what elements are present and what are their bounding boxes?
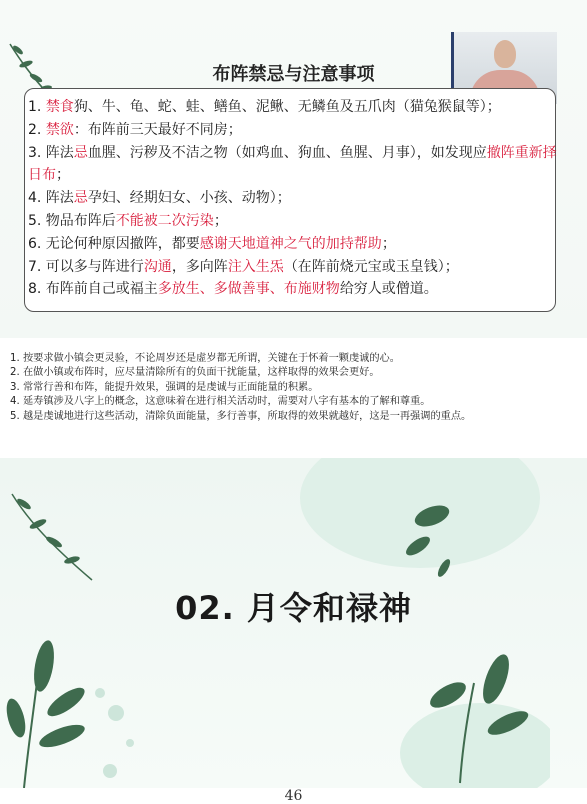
rule-text: 4. 阵法: [28, 190, 74, 207]
leaf-sprig-icon: [8, 484, 98, 584]
rule-item: [28, 210, 568, 233]
note-item: 5. 越是虔诚地进行这些活动，清除负面能量，多行善事，所取得的效果就越好，这是一再强调的重点。: [10, 410, 472, 422]
rule-text: ，多向阵: [171, 258, 228, 275]
rule-text: ；: [213, 212, 228, 229]
rules-list: [28, 96, 568, 301]
rule-text: ；: [381, 235, 396, 252]
rule-text: 2.: [28, 121, 46, 138]
rule-item: [28, 233, 568, 256]
presenter-head: [494, 40, 516, 68]
notes-list: [10, 352, 582, 424]
note-item: 2. 在做小镇或布阵时，应尽量清除所有的负面干扰能量，这样取得的效果会更好。: [10, 367, 380, 379]
rule-text: 6. 无论何种原因撤阵，都要: [28, 235, 200, 252]
note-item: 4. 延寿镇涉及八字上的概念，这意味着在进行相关活动时，需要对八字有基本的了解和尊重。: [10, 396, 431, 408]
rule-item: [28, 96, 568, 119]
rule-highlight: 注入生炁: [227, 258, 284, 275]
rule-highlight: 禁食: [45, 99, 74, 115]
leaves-icon: [392, 498, 462, 588]
note-item: 1. 按要求做小镇会更灵验，不论周岁还是虚岁都无所谓，关键在于怀着一颗虔诚的心。: [10, 353, 400, 364]
rule-text: 7. 可以多与阵进行: [28, 258, 144, 275]
rule-text: 5. 物品布阵后: [28, 212, 116, 229]
rule-highlight: 禁欲: [45, 121, 74, 138]
rule-highlight: 沟通: [143, 258, 172, 275]
rule-highlight: 忌: [73, 144, 88, 161]
rule-text: 狗、牛、龟、蛇、蛙、鳝鱼、泥鳅、无鳞鱼及五爪肉（猫兔猴鼠等）；: [73, 99, 501, 115]
rule-text: ；: [56, 167, 70, 184]
rule-text: （在阵前烧元宝或玉皇钱）；: [283, 258, 459, 275]
slide-2: [0, 458, 587, 788]
rule-highlight: 忌: [73, 190, 88, 207]
slide-title: 布阵禁忌与注意事项: [212, 64, 375, 85]
rule-highlight: 感谢天地道神之气的加持帮助: [199, 235, 382, 252]
rule-text: 给穷人或僧道。: [339, 281, 438, 298]
rule-item: [28, 187, 568, 210]
plant-leaves-icon: [400, 643, 550, 788]
rule-highlight: 多放生、多做善事、布施财物: [157, 281, 340, 298]
note-item: 3. 常常行善和布阵，能提升效果，强调的是虔诚与正面能量的积累。: [10, 381, 319, 393]
page-number: 46: [284, 788, 303, 804]
rule-highlight: 撤阵重新择日布: [28, 144, 557, 184]
dots-decor: [70, 673, 160, 783]
rule-item: [28, 256, 568, 279]
slide-1: [0, 0, 587, 338]
rule-item: [28, 142, 558, 188]
rule-text: 孕妇、经期妇女、小孩、动物）；: [87, 190, 291, 207]
rule-item: [28, 278, 568, 301]
section-title: 02. 月令和禄神: [175, 589, 412, 627]
rule-text: 8. 布阵前自己或福主: [28, 281, 158, 298]
rule-text: 3. 阵法: [28, 144, 74, 161]
rule-highlight: 不能被二次污染: [115, 212, 214, 229]
rule-text: 1.: [28, 99, 46, 115]
rule-text: 血腥、污秽及不洁之物（如鸡血、狗血、鱼腥、月事），如发现应: [87, 144, 487, 161]
rule-text: ：布阵前三天最好不同房；: [73, 121, 242, 138]
rule-item: [28, 119, 568, 142]
